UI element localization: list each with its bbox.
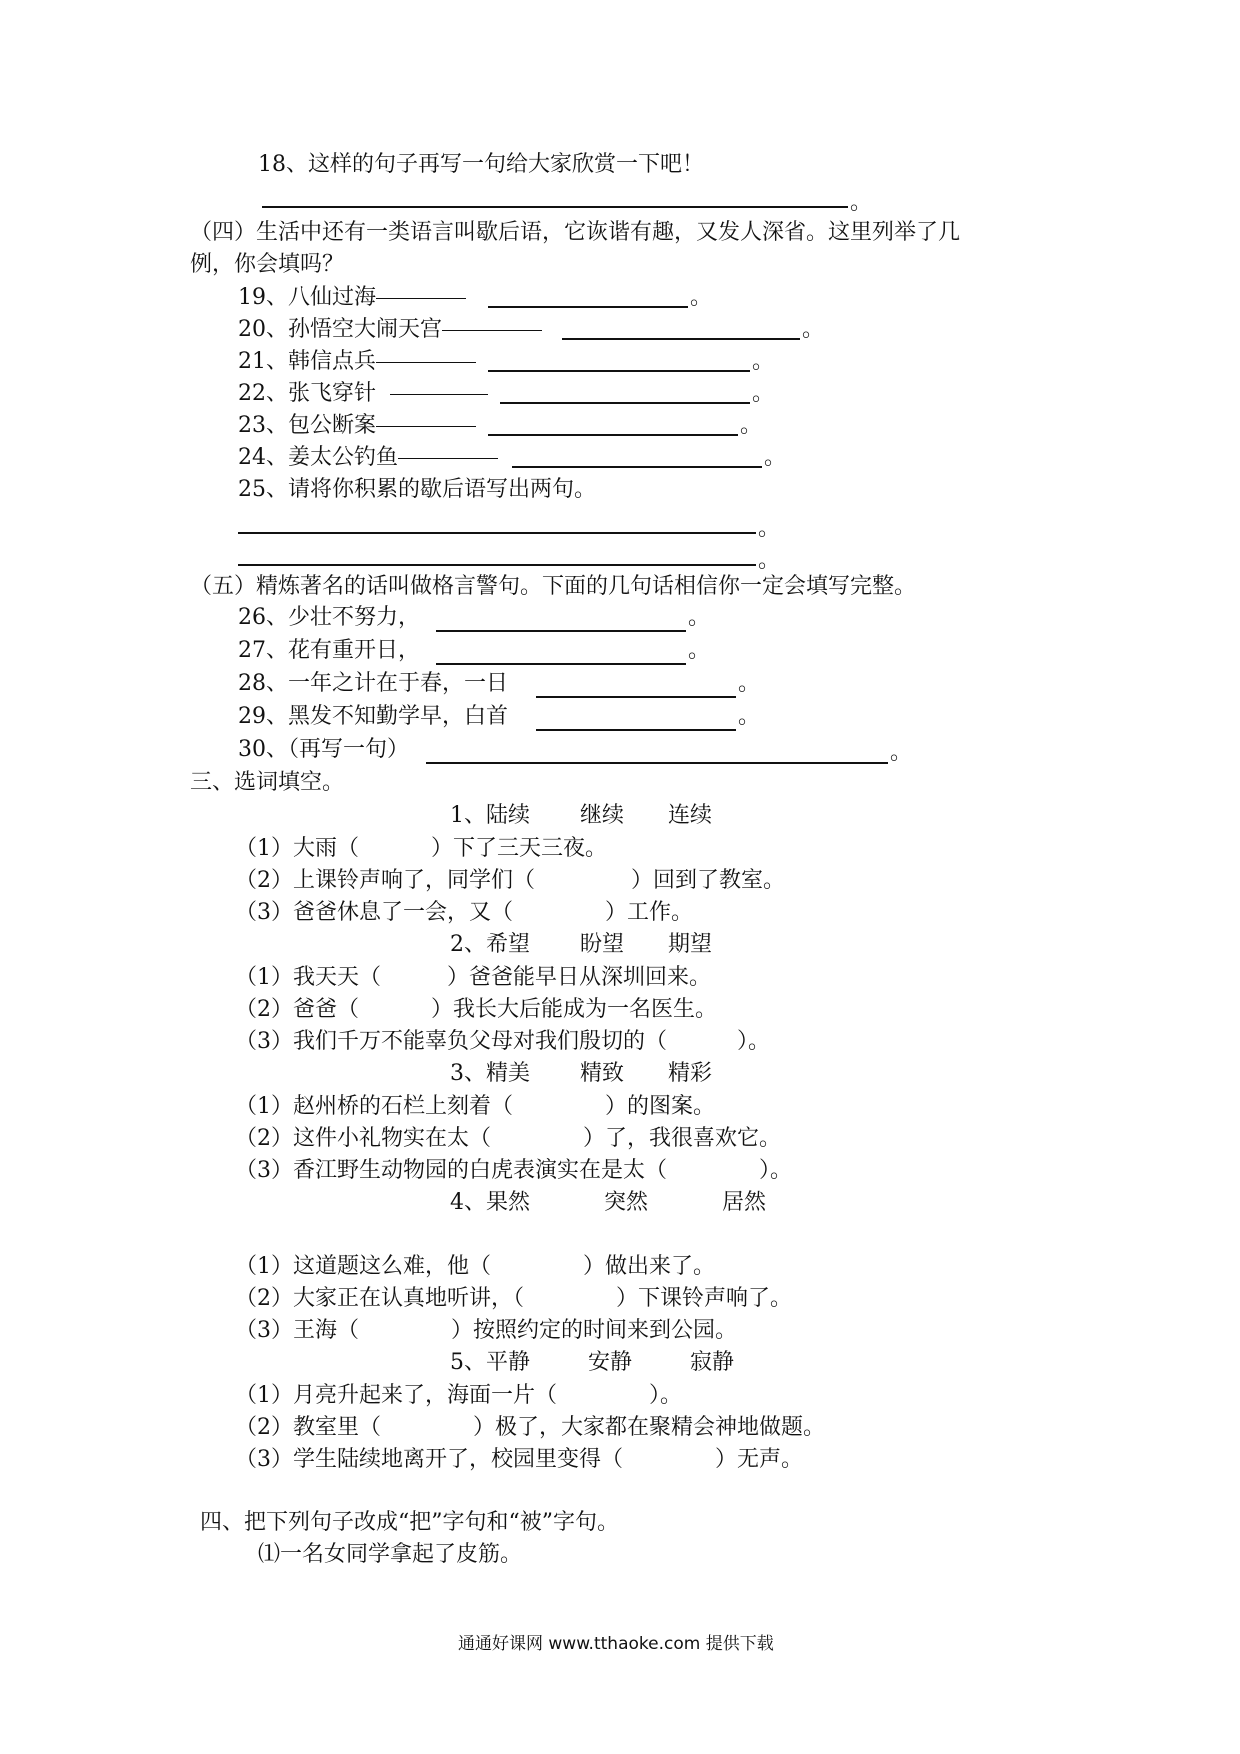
answer-line-19[interactable] (488, 306, 688, 308)
fill-row: （2）教室里（ ）极了，大家都在聚精会神地做题。 (235, 1415, 826, 1440)
period: 。 (850, 190, 873, 215)
question-22: 22、张飞穿针 (238, 379, 488, 409)
period: 。 (740, 413, 763, 438)
period: 。 (764, 445, 787, 470)
answer-line-21[interactable] (488, 370, 750, 372)
question-23: 23、包公断案 (238, 411, 476, 441)
question-19: 19、八仙过海 (238, 283, 466, 313)
dash (376, 298, 466, 299)
fill-row: （1）我天天（ ）爸爸能早日从深圳回来。 (235, 965, 712, 990)
word-group-5: 5、平静 安静 寂静 (450, 1350, 735, 1375)
answer-line-25b[interactable] (238, 564, 756, 566)
section-5-intro: （五）精炼著名的话叫做格言警句。下面的几句话相信你一定会填写完整。 (190, 574, 917, 599)
fill-row: （1）这道题这么难，他（ ）做出来了。 (235, 1254, 716, 1279)
answer-line-30[interactable] (426, 762, 888, 764)
fill-row: （3）香江野生动物园的白虎表演实在是太（ ）。 (235, 1158, 793, 1183)
question-25: 25、请将你积累的歇后语写出两句。 (238, 477, 596, 502)
dash (376, 362, 476, 363)
dash (376, 426, 476, 427)
fill-row: （3）王海（ ）按照约定的时间来到公园。 (235, 1318, 738, 1343)
period: 。 (690, 285, 713, 310)
answer-line-20[interactable] (562, 338, 800, 340)
fill-row: （2）上课铃声响了，同学们（ ）回到了教室。 (235, 868, 786, 893)
answer-line-27[interactable] (436, 663, 686, 665)
question-18: 18、这样的句子再写一句给大家欣赏一下吧！ (258, 152, 704, 177)
dash (390, 394, 488, 395)
period: 。 (688, 638, 711, 663)
period: 。 (688, 605, 711, 630)
section-4-intro: （四）生活中还有一类语言叫歇后语，它诙谐有趣，又发人深省。这里列举了几 (190, 220, 961, 245)
answer-line-29[interactable] (536, 729, 736, 731)
fill-row: （1）大雨（ ）下了三天三夜。 (235, 836, 608, 861)
fill-row: （2）大家正在认真地听讲，（ ）下课铃声响了。 (235, 1286, 793, 1311)
answer-line-22[interactable] (500, 402, 750, 404)
answer-line-28[interactable] (536, 696, 736, 698)
footer-source: 通通好课网 www.tthaoke.com 提供下载 (458, 1634, 774, 1654)
question-28: 28、一年之计在于春，一日 (238, 671, 508, 696)
word-group-1: 1、陆续 继续 连续 (450, 803, 713, 828)
fill-row: （1）月亮升起来了，海面一片（ ）。 (235, 1383, 683, 1408)
question-24: 24、姜太公钓鱼 (238, 443, 498, 473)
answer-line-24[interactable] (512, 466, 762, 468)
period: 。 (738, 704, 761, 729)
answer-line-25a[interactable] (238, 532, 756, 534)
part-4-item-1: ⑴一名女同学拿起了皮筋。 (258, 1542, 523, 1567)
period: 。 (802, 317, 825, 342)
part-4-title: 四、把下列句子改成“把”字句和“被”字句。 (200, 1510, 619, 1535)
section-4-intro-cont: 例，你会填吗？ (190, 252, 345, 277)
question-29: 29、黑发不知勤学早，白首 (238, 704, 508, 729)
period: 。 (752, 349, 775, 374)
dash (442, 330, 542, 331)
fill-row: （3）学生陆续地离开了，校园里变得（ ）无声。 (235, 1447, 804, 1472)
period: 。 (738, 671, 761, 696)
question-26: 26、少壮不努力， (238, 605, 420, 630)
part-3-title: 三、选词填空。 (190, 770, 345, 795)
fill-row: （3）我们千万不能辜负父母对我们殷切的（ ）。 (235, 1029, 771, 1054)
question-21: 21、韩信点兵 (238, 347, 476, 377)
period: 。 (758, 548, 781, 573)
fill-row: （3）爸爸休息了一会，又（ ）工作。 (235, 900, 694, 925)
answer-line-23[interactable] (488, 434, 738, 436)
period: 。 (758, 516, 781, 541)
period: 。 (890, 740, 913, 765)
fill-row: （1）赵州桥的石栏上刻着（ ）的图案。 (235, 1094, 716, 1119)
answer-line-26[interactable] (436, 630, 686, 632)
word-group-4: 4、果然 突然 居然 (450, 1190, 767, 1215)
fill-row: （2）这件小礼物实在太（ ）了，我很喜欢它。 (235, 1126, 782, 1151)
period: 。 (752, 381, 775, 406)
fill-row: （2）爸爸（ ）我长大后能成为一名医生。 (235, 997, 718, 1022)
answer-line-18[interactable] (262, 206, 848, 208)
question-30: 30、（再写一句） (238, 737, 409, 762)
question-27: 27、花有重开日， (238, 638, 420, 663)
question-20: 20、孙悟空大闹天宫 (238, 315, 542, 345)
dash (398, 458, 498, 459)
word-group-3: 3、精美 精致 精彩 (450, 1061, 713, 1086)
word-group-2: 2、希望 盼望 期望 (450, 932, 713, 957)
